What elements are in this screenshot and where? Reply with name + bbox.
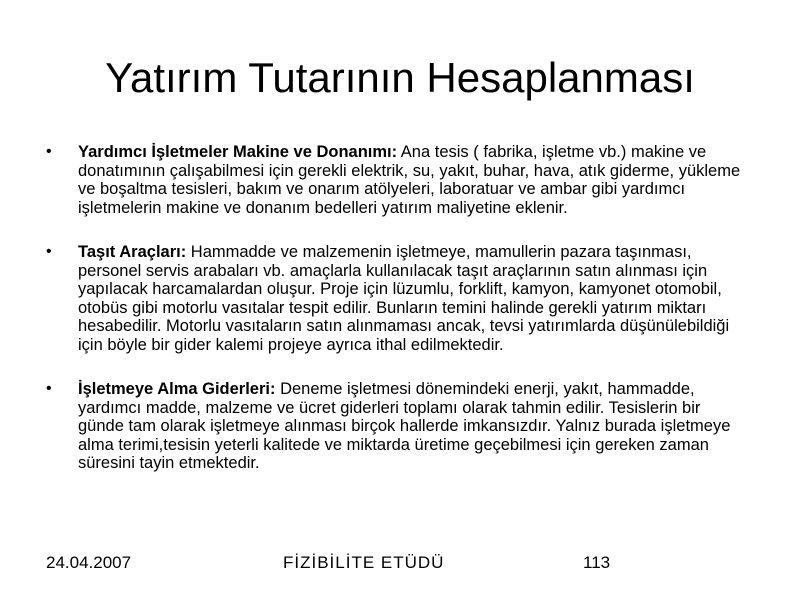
bullet-item-yardimci: [46, 143, 746, 217]
bullet-list: [46, 143, 746, 473]
bullet-heading: İşletmeye Alma Giderleri:: [78, 380, 276, 398]
bullet-item-tasit: [46, 243, 746, 354]
slide-title: Yatırım Tutarının Hesaplanması: [105, 54, 695, 101]
bullet-body: Deneme işletmesi dönemindeki enerji, yakıt, hammadde, yardımcı madde, malzeme ve ücret giderleri toplamı olarak tahmin edilir. Tesislerin bir günde tam olarak işletmeye alınması birçok hallerde imkansızdır. Yalnız burada işletmeye alma terimi,tesisin yeterli kalitede ve miktarda üretime geçebilmesi için gereken zaman süresini tayin etmektedir.: [78, 380, 731, 472]
bullet-item-isletmeye-alma: [46, 380, 746, 473]
footer-title: FİZİBİLİTE ETÜDÜ: [283, 553, 445, 572]
bullet-icon: •: [46, 380, 52, 397]
bullet-heading: Taşıt Araçları:: [78, 243, 187, 261]
bullet-body: Ana tesis ( fabrika, işletme vb.) makine ve donatımının çalışabilmesi için gerekli elektrik, su, yakıt, buhar, hava, atık giderme, yükleme ve boşaltma tesisleri, bakım ve onarım atölyeleri, laboratuar ve ambar gibi yardımcı işletmelerin makine ve donanım bedelleri yatırım maliyetine eklenir.: [78, 143, 741, 217]
bullet-heading: Yardımcı İşletmeler Makine ve Donanımı:: [78, 143, 398, 161]
footer-date: 24.04.2007: [46, 553, 132, 572]
bullet-icon: •: [46, 243, 52, 260]
bullet-icon: •: [46, 143, 52, 160]
bullet-body: Hammadde ve malzemenin işletmeye, mamullerin pazara taşınması, personel servis arabaları vb. amaçlarla kullanılacak taşıt araçlarının satın alınması için yapılacak harcamalardan oluşur. Proje için lüzumlu, forklift, kamyon, kamyonet otomobil, otobüs gibi motorlu vasıtalar tespit edilir. Bunların temini halinde gerekli yatırım miktarı hesabedilir. Motorlu vasıtaların satın alınmaması ancak, tevsi yatırımlarda düşünülebildiği için böyle bir gider kalemi projeye ayrıca ithal edilmektedir.: [78, 243, 730, 354]
page-number: 113: [583, 553, 611, 572]
